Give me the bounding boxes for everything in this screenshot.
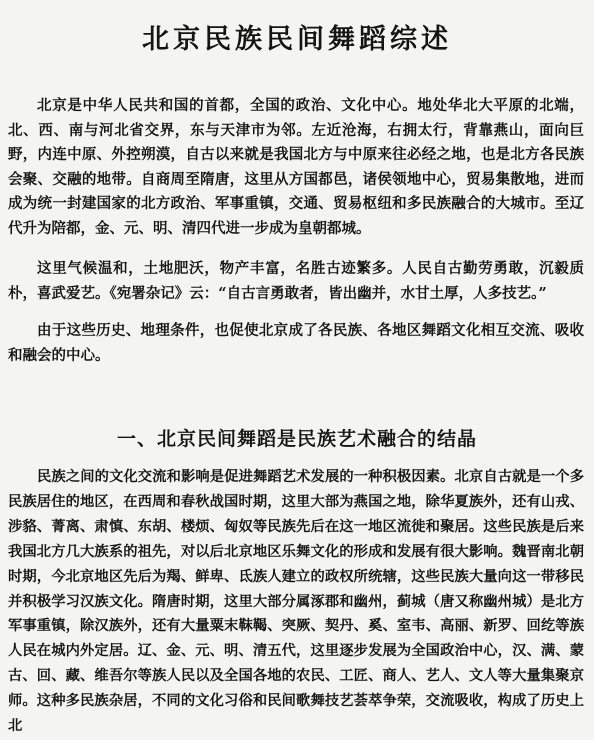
- section-paragraph: 民族之间的文化交流和影响是促进舞蹈艺术发展的一种积极因素。北京自古就是一个多民族居住的地区，在西周和春秋战国时期，这里大部为燕国之地，除华夏族外，还有山戎、涉貉、菁离、肃慎、东胡、楼烦、匈奴等民族先后在这一地区流徙和聚居。这些民族是后来我国北方几大族系的祖先，对以后北京地区乐舞文化的形成和发展有很大影响。魏晋南北朝时期，今北京地区先后为羯、鲜卑、氐族人建立的政权所统辖，这些民族大量向这一带移民并积极学习汉族文化。隋唐时期，这里大部分属涿郡和幽州，蓟城（唐又称幽州城）是北方军事重镇，除汉族外，还有大量粟末靺鞨、突厥、契丹、奚、室韦、高丽、新罗、回纥等族人民在城内外定居。辽、金、元、明、清五代，这里逐步发展为全国政治中心，汉、满、蒙古、回、藏、维吾尔等族人民以及全国各地的农民、工匠、商人、艺人、文人等大量集聚京师。这种多民族杂居，不同的文化习俗和民间歌舞技艺荟萃争荣，交流吸收，构成了历史上北: [8, 469, 584, 735]
- section-heading: 一、北京民间舞蹈是民族艺术融合的结晶: [116, 427, 477, 450]
- document-title: 北京民族民间舞蹈综述: [142, 24, 452, 56]
- intro-paragraph: 北京是中华人民共和国的首都，全国的政治、文化中心。地处华北大平原的北端，北、西、南与河北省交界，东与天津市为邻。左近沧海，右拥太行，背靠燕山，面向巨野，内连中原、外控朔漠，自古以来就是我国北方与中原来往必经之地，也是北方各民族会聚、交融的地带。自商周至隋唐，这里从方国都邑，诸侯领地中心，贸易集散地，进而成为统一封建国家的北方政治、军事重镇，交通、贸易枢纽和多民族融合的大城市。至辽代升为陪都，金、元、明、清四代进一步成为皇朝都城。: [8, 97, 584, 237]
- intro-paragraph: 这里气候温和，土地肥沃，物产丰富，名胜古迹繁多。人民自古勤劳勇敢，沉毅质朴，喜武爱艺。《宛署杂记》云：“自古言勇敢者，皆出幽并，水甘土厚，人多技艺。”: [8, 260, 584, 302]
- intro-paragraph: 由于这些历史、地理条件，也促使北京成了各民族、各地区舞蹈文化相互交流、吸收和融会的中心。: [8, 322, 584, 364]
